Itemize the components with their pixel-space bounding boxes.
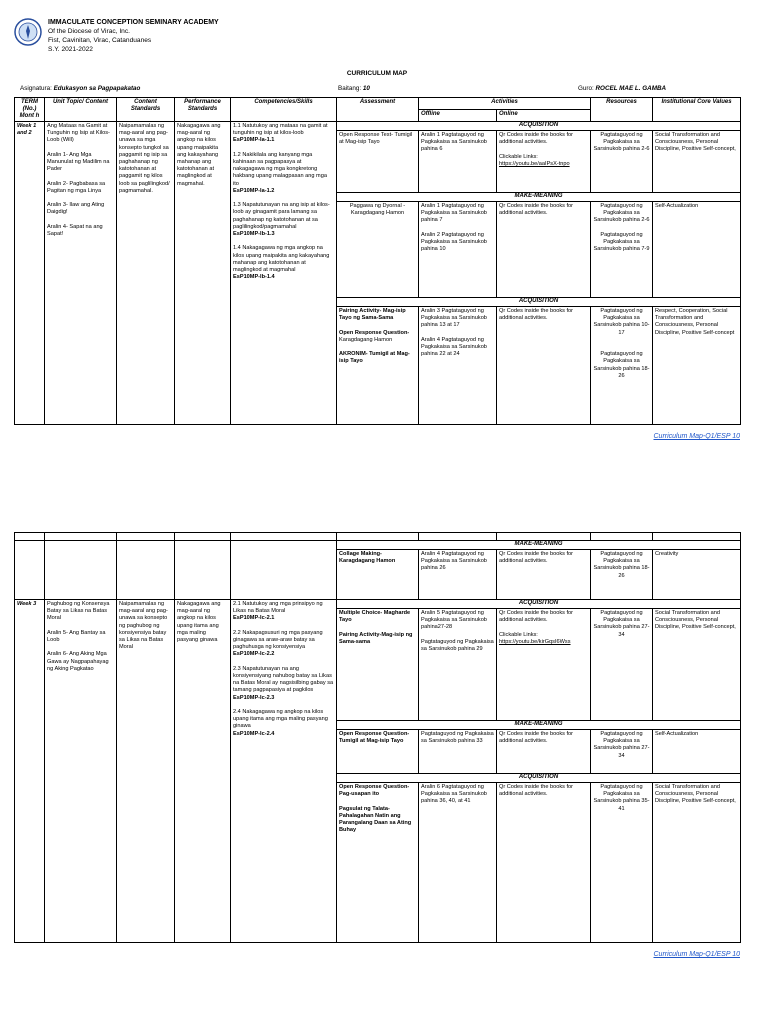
- header-resources: Resources: [591, 98, 653, 122]
- assessment-cell: Open Response Test- Tumigil at Mag-isip Tayo: [337, 131, 419, 193]
- assessment-cell: Open Response Question-Tumigil at Mag-isip Tayo: [337, 730, 419, 774]
- offline-cell: Aralin 3 Pagtataguyod ng Pagkakaisa sa Sarsinukob pahina 13 at 17 Aralin 4 Pagtataguyod ng Pagkakaisa sa Sarsinukob pahina 22 at 24: [419, 307, 497, 425]
- offline-cell: Aralin 6 Pagtataguyod ng Pagkakaisa sa Sarsinukob pahina 36, 40, at 41: [419, 783, 497, 943]
- competencies-cell: 1.1 Natutukoy ang mataas na gamit at tunguhin ng isip at kilos-loob EsP10MP-Ia-1.1 1.2 Nakikilala ang kanyang mga kahinaan sa pagpapasya at nakagagawa ng mga kongkretong hakbang upang malagpasan ang mga ito EsP10MP-Ia-1.2 1.3 Napatutunayan na ang isip at kilos-loob ay ginagamit para lamang sa paghahanap ng katotohanan at sa paglilingkod/pagmamahal EsP10MP-Ib-1.3 1.4 Nakagagawa ng mga angkop na kilos upang maipakita ang kakayahang mahanap ang katotohanan at maglingkod at magmahal EsP10MP-Ib-1.4: [231, 122, 337, 425]
- header-unit: Unit Topic/ Content: [45, 98, 117, 122]
- values-cell: Respect, Cooperation, Social Transformation and Consciousness, Personal Discipline, Positive Self-concept: [653, 307, 741, 425]
- values-cell: Self-Actualization: [653, 202, 741, 298]
- footer-label[interactable]: Curriculum Map-Q1/ESP 10: [653, 951, 740, 958]
- section-row: [15, 541, 741, 550]
- resources-cell: Pagtataguyod ng Pagkakaisa sa Sarsinukob pahina 2-6 Pagtataguyod ng Pagkakaisa sa Sarsinukob pahina 7-9: [591, 202, 653, 298]
- video-link[interactable]: https://youtu.be/aaIPsX-tnpo: [499, 160, 570, 167]
- values-cell: Self-Actualization: [653, 730, 741, 774]
- subject-field: Asignatura: Edukasyon sa Pagpapakatao: [20, 85, 141, 92]
- resources-cell: Pagtataguyod ng Pagkakaisa sa Sarsinukob pahina 2-6: [591, 131, 653, 193]
- section-acquisition: ACQUISITION: [337, 774, 741, 783]
- content-standard-cell: Naipamamalas ng mag-aaral ang pag-unawa sa mga konsepto tungkol sa paggamit ng isip sa paghahanap ng katotohanan at paggamit ng kilos loob sa paglilingkod/ pagmamahal.: [117, 122, 175, 425]
- document-title: CURRICULUM MAP: [346, 70, 408, 77]
- online-cell: Qr Codes inside the books for additional activities. Clickable Links: https://youtu.be/kirGqsI6Wss: [497, 609, 591, 721]
- competencies-cell: 2.1 Natutukoy ang mga prinsipyo ng Likas na Batas Moral EsP10MP-Ic-2.1 2.2 Nakapagsusuri ng mga pasyang ginagawa sa araw-araw batay sa paghuhusga ng konsiyensiya EsP10MP-Ic-2.2 2.3 Napatutunayan na ang konsiyensiyang nahubog batay sa Likas na Batas Moral ay nagsisilbing gabay sa tamang pagpapasiya at pagkilos EsP10MP-Ic-2.3 2.4 Nakagagawa ng angkop na kilos upang itama ang mga maling pasyang ginawa EsP10MP-Ic-2.4: [231, 600, 337, 943]
- resources-cell: Pagtataguyod ng Pagkakaisa sa Sarsinukob pahina 35-41: [591, 783, 653, 943]
- unit-cell: Paghubog ng Konsensya Batay sa Likas na Batas Moral Aralin 5- Ang Bantay sa Loob Aralin 6- Ang Aking Mga Gawa ay Nagpapahayag ng Aking Pagkatao: [45, 600, 117, 943]
- document-page-1: [14, 8, 740, 440]
- resources-cell: Pagtataguyod ng Pagkakaisa sa Sarsinukob pahina 27-34: [591, 609, 653, 721]
- section-row: [15, 600, 741, 609]
- offline-cell: Aralin 1 Pagtataguyod ng Pagkakaisa sa Sarsinukob pahina 6: [419, 131, 497, 193]
- section-acquisition: ACQUISITION: [337, 122, 741, 131]
- assessment-cell: Collage Making- Karagdagang Hamon: [337, 550, 419, 600]
- assessment-cell: Open Response Question-Pag-usapan ito Pagsulat ng Talata- Pahalagahan Natin ang Parangalang Daan sa Ating Buhay: [337, 783, 419, 943]
- assessment-cell: Multiple Choice- Magharde Tayo Pairing Activity-Mag-isip ng Sama-sama: [337, 609, 419, 721]
- resources-cell: Pagtataguyod ng Pagkakaisa sa Sarsinukob pahina 27-34: [591, 730, 653, 774]
- offline-cell: Aralin 5 Pagtataguyod ng Pagkakaisa sa Sarsinukob pahina27-28 Pagtataguyod ng Pagkakaisa sa Sarsinukob pahina 29: [419, 609, 497, 721]
- school-name: IMMACULATE CONCEPTION SEMINARY ACADEMY: [48, 19, 219, 26]
- school-header: [14, 8, 740, 66]
- video-link[interactable]: https://youtu.be/kirGqsI6Wss: [499, 638, 571, 645]
- performance-standard-cell: Nakagagawa ang mag-aaral ng angkop na kilos upang itama ang mga maling pasyang ginawa: [175, 600, 231, 943]
- unit-cell: Ang Mataas na Gamit at Tunguhin ng Isip at Kilos-Loob (Will) Aralin 1- Ang Mga Manunulat ng Madilim na Pader Aralin 2- Pagbabasa sa Pagitan ng mga Linya Aralin 3- Ilaw ang Ating Daigdig! Aralin 4- Sapat na ang Sapat!: [45, 122, 117, 425]
- header-assessment: Assessment: [337, 98, 419, 122]
- school-line-1: Of the Diocese of Virac, Inc.: [48, 28, 130, 35]
- values-cell: Social Transformation and Consciousness, Personal Discipline, Positive Self-concept,: [653, 783, 741, 943]
- teacher-field: Guro: ROCEL MAE L. GAMBA: [578, 85, 667, 92]
- performance-standard-cell: Nakagagawa ang mag-aaral ng angkop na kilos upang maipakita ang kakayahang mahanap ang katotohanan at maglingkod at magmahal.: [175, 122, 231, 425]
- section-row: [15, 122, 741, 131]
- header-content: Content Standards: [117, 98, 175, 122]
- document-page-2: [14, 532, 740, 958]
- resources-cell: Pagtataguyod ng Pagkakaisa sa Sarsinukob pahina 18-26: [591, 550, 653, 600]
- section-make-meaning: MAKE-MEANING: [337, 721, 741, 730]
- header-values: Institutional Core Values: [653, 98, 741, 122]
- content-standard-cell: Naipamamalas ng mag-aaral ang pag-unawa sa konsepto ng paghubog ng konsiyensiya batay sa Likas na Batas Moral: [117, 600, 175, 943]
- school-line-2: Fist, Cavinitan, Virac, Catanduanes: [48, 37, 152, 44]
- header-term: TERM (No.) Mont h: [15, 98, 45, 122]
- meta-row: [14, 85, 740, 97]
- header-activities: Activities: [419, 98, 591, 110]
- online-cell: Qr Codes inside the books for additional activities.: [497, 550, 591, 600]
- values-cell: Social Transformation and Consciousness, Personal Discipline, Positive Self-concept,: [653, 609, 741, 721]
- offline-cell: Aralin 1 Pagtataguyod ng Pagkakaisa sa Sarsinukob pahina 7 Aralin 2 Pagtataguyod ng Pagkakaisa sa Sarsinukob pahina 10: [419, 202, 497, 298]
- assessment-cell: Paggawa ng Dyornal - Karagdagang Hamon: [337, 202, 419, 298]
- offline-cell: Pagtataguyod ng Pagkakaisa sa Sarsinukob pahina 33: [419, 730, 497, 774]
- section-acquisition: ACQUISITION: [337, 298, 741, 307]
- header-offline: Offline: [419, 110, 497, 122]
- section-acquisition: ACQUISITION: [337, 600, 741, 609]
- school-line-3: S.Y. 2021-2022: [48, 46, 93, 53]
- school-seal-icon: [14, 18, 42, 46]
- online-cell: Qr Codes inside the books for additional activities.: [497, 783, 591, 943]
- header-competencies: Competencies/Skills: [231, 98, 337, 122]
- term-cell: Week 3: [15, 600, 45, 943]
- school-info: [48, 18, 219, 54]
- table-row: [15, 533, 741, 541]
- resources-cell: Pagtataguyod ng Pagkakaisa sa Sarsinukob pahina 10-17 Pagtataguyod ng Pagkakaisa sa Sarsinukob pahina 18-26: [591, 307, 653, 425]
- header-performance: Performance Standards: [175, 98, 231, 122]
- grade-field: Baitang: 10: [338, 85, 370, 92]
- online-cell: Qr Codes inside the books for additional activities.: [497, 730, 591, 774]
- assessment-cell: Pairing Activity- Mag-isip Tayo ng Sama-Sama Open Response Question- Karagdagang Hamon AKRONIM- Tumigil at Mag-isip Tayo: [337, 307, 419, 425]
- footer-label[interactable]: Curriculum Map-Q1/ESP 10: [653, 433, 740, 440]
- values-cell: Social Transformation and Consciousness, Personal Discipline, Positive Self-concept,: [653, 131, 741, 193]
- table-header-row: [15, 98, 741, 110]
- online-cell: Qr Codes inside the books for additional activities.: [497, 202, 591, 298]
- section-make-meaning: MAKE-MEANING: [337, 193, 741, 202]
- curriculum-table-1: [14, 97, 741, 425]
- term-cell: Week 1 and 2: [15, 122, 45, 425]
- curriculum-table-2: [14, 532, 741, 943]
- values-cell: Creativity: [653, 550, 741, 600]
- header-online: Online: [497, 110, 591, 122]
- offline-cell: Aralin 4 Pagtataguyod ng Pagkakaisa sa Sarsinukob pahina 26: [419, 550, 497, 600]
- online-cell: Qr Codes inside the books for additional activities.: [497, 307, 591, 425]
- online-cell: Qr Codes inside the books for additional activities. Clickable Links: https://youtu.be/aaIPsX-tnpo: [497, 131, 591, 193]
- section-make-meaning: MAKE-MEANING: [337, 541, 741, 550]
